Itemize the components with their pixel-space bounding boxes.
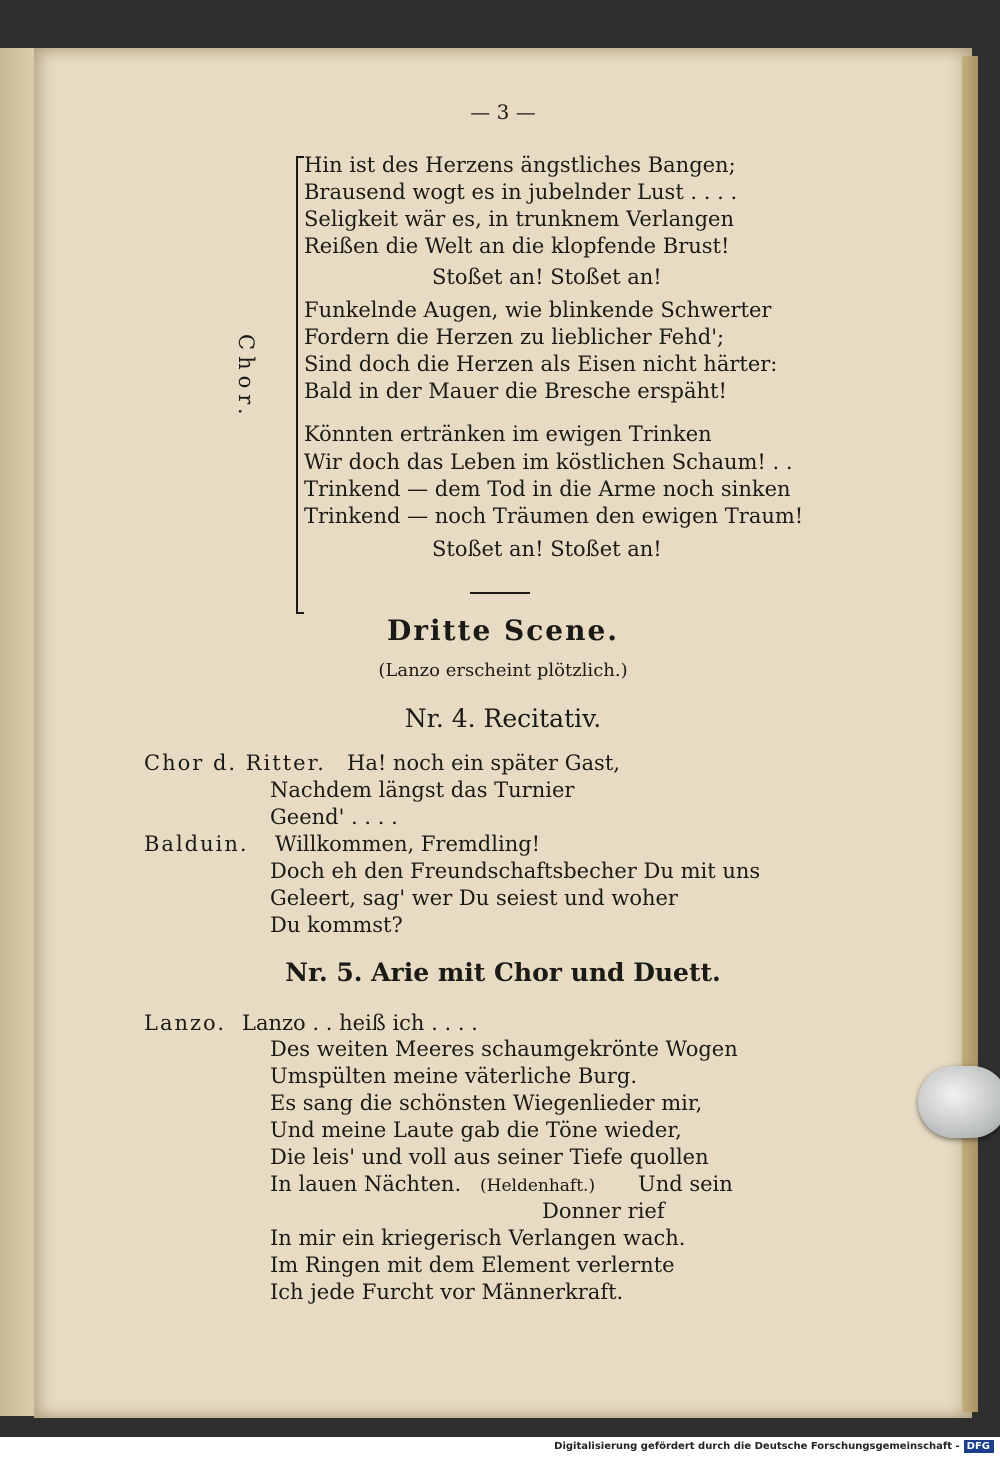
verse-line: Umspülten meine väterliche Burg. [270, 1064, 638, 1088]
verse-line: Nachdem längst das Turnier [270, 778, 575, 802]
verse-line: In lauen Nächten. [270, 1172, 462, 1196]
chor-speaker-label: Chor. [234, 334, 258, 421]
bracket-top-tick [296, 156, 304, 158]
speaker-lanzo: Lanzo. [144, 1011, 227, 1035]
verse-line: Ha! noch ein später Gast, [347, 751, 620, 775]
verse-line: Donner rief [542, 1199, 665, 1223]
book-page [34, 48, 972, 1418]
verse-line: Du kommst? [270, 913, 403, 937]
number-4-title: Nr. 4. Recitativ. [404, 704, 602, 733]
verse-line: Hin ist des Herzens ängstliches Bangen; [304, 153, 736, 177]
left-page-edge [0, 48, 38, 1416]
verse-line: Geend' . . . . [270, 805, 398, 829]
page-flip-tab[interactable] [918, 1066, 1000, 1138]
verse-line: Brausend wogt es in jubelnder Lust . . . . [304, 180, 738, 204]
verse-line: Und meine Laute gab die Töne wieder, [270, 1118, 682, 1142]
verse-line: Des weiten Meeres schaumgekrönte Wogen [270, 1037, 738, 1061]
verse-line: Es sang die schönsten Wiegenlieder mir, [270, 1091, 703, 1115]
footer-bar [0, 1437, 1000, 1457]
verse-line: Sind doch die Herzen als Eisen nicht härter: [304, 352, 778, 376]
dfg-logo: DFG [964, 1440, 994, 1453]
page-edge [962, 56, 978, 1412]
stage-direction-heroic: (Heldenhaft.) [480, 1176, 596, 1196]
scene-title: Dritte Scene. [386, 614, 620, 647]
verse-line: Wir doch das Leben im köstlichen Schaum! . . [304, 450, 793, 474]
verse-line: Könnten ertränken im ewigen Trinken [304, 422, 712, 446]
verse-line: Fordern die Herzen zu lieblicher Fehd'; [304, 325, 725, 349]
number-5-title: Nr. 5. Arie mit Chor und Duett. [285, 958, 721, 987]
verse-line: Im Ringen mit dem Element verlernte [270, 1253, 675, 1277]
verse-line: Die leis' und voll aus seiner Tiefe quollen [270, 1145, 709, 1169]
verse-line: In mir ein kriegerisch Verlangen wach. [270, 1226, 686, 1250]
speaker-balduin: Balduin. [144, 832, 249, 856]
speaker-chor-ritter: Chor d. Ritter. [144, 751, 326, 775]
verse-line: Geleert, sag' wer Du seiest und woher [270, 886, 678, 910]
verse-line: Trinkend — dem Tod in die Arme noch sinken [304, 477, 791, 501]
verse-line: Willkommen, Fremdling! [275, 832, 541, 856]
refrain: Stoßet an! Stoßet an! [432, 537, 662, 561]
verse-line: Lanzo . . heiß ich . . . . [242, 1011, 478, 1035]
page-number: — 3 — [470, 100, 536, 124]
stage-direction: (Lanzo erscheint plötzlich.) [378, 660, 628, 681]
verse-line: Reißen die Welt an die klopfende Brust! [304, 234, 730, 258]
refrain: Stoßet an! Stoßet an! [432, 265, 662, 289]
verse-line: Seligkeit wär es, in trunknem Verlangen [304, 207, 735, 231]
verse-line: Trinkend — noch Träumen den ewigen Traum! [304, 504, 804, 528]
section-divider [470, 592, 530, 594]
footer-credit: Digitalisierung gefördert durch die Deutsche Forschungsgemeinschaft - [554, 1441, 960, 1452]
verse-line: Und sein [638, 1172, 733, 1196]
verse-line: Doch eh den Freundschaftsbecher Du mit uns [270, 859, 761, 883]
verse-line: Bald in der Mauer die Bresche erspäht! [304, 379, 727, 403]
verse-line: Ich jede Furcht vor Männerkraft. [270, 1280, 624, 1304]
verse-line: Funkelnde Augen, wie blinkende Schwerter [304, 298, 772, 322]
